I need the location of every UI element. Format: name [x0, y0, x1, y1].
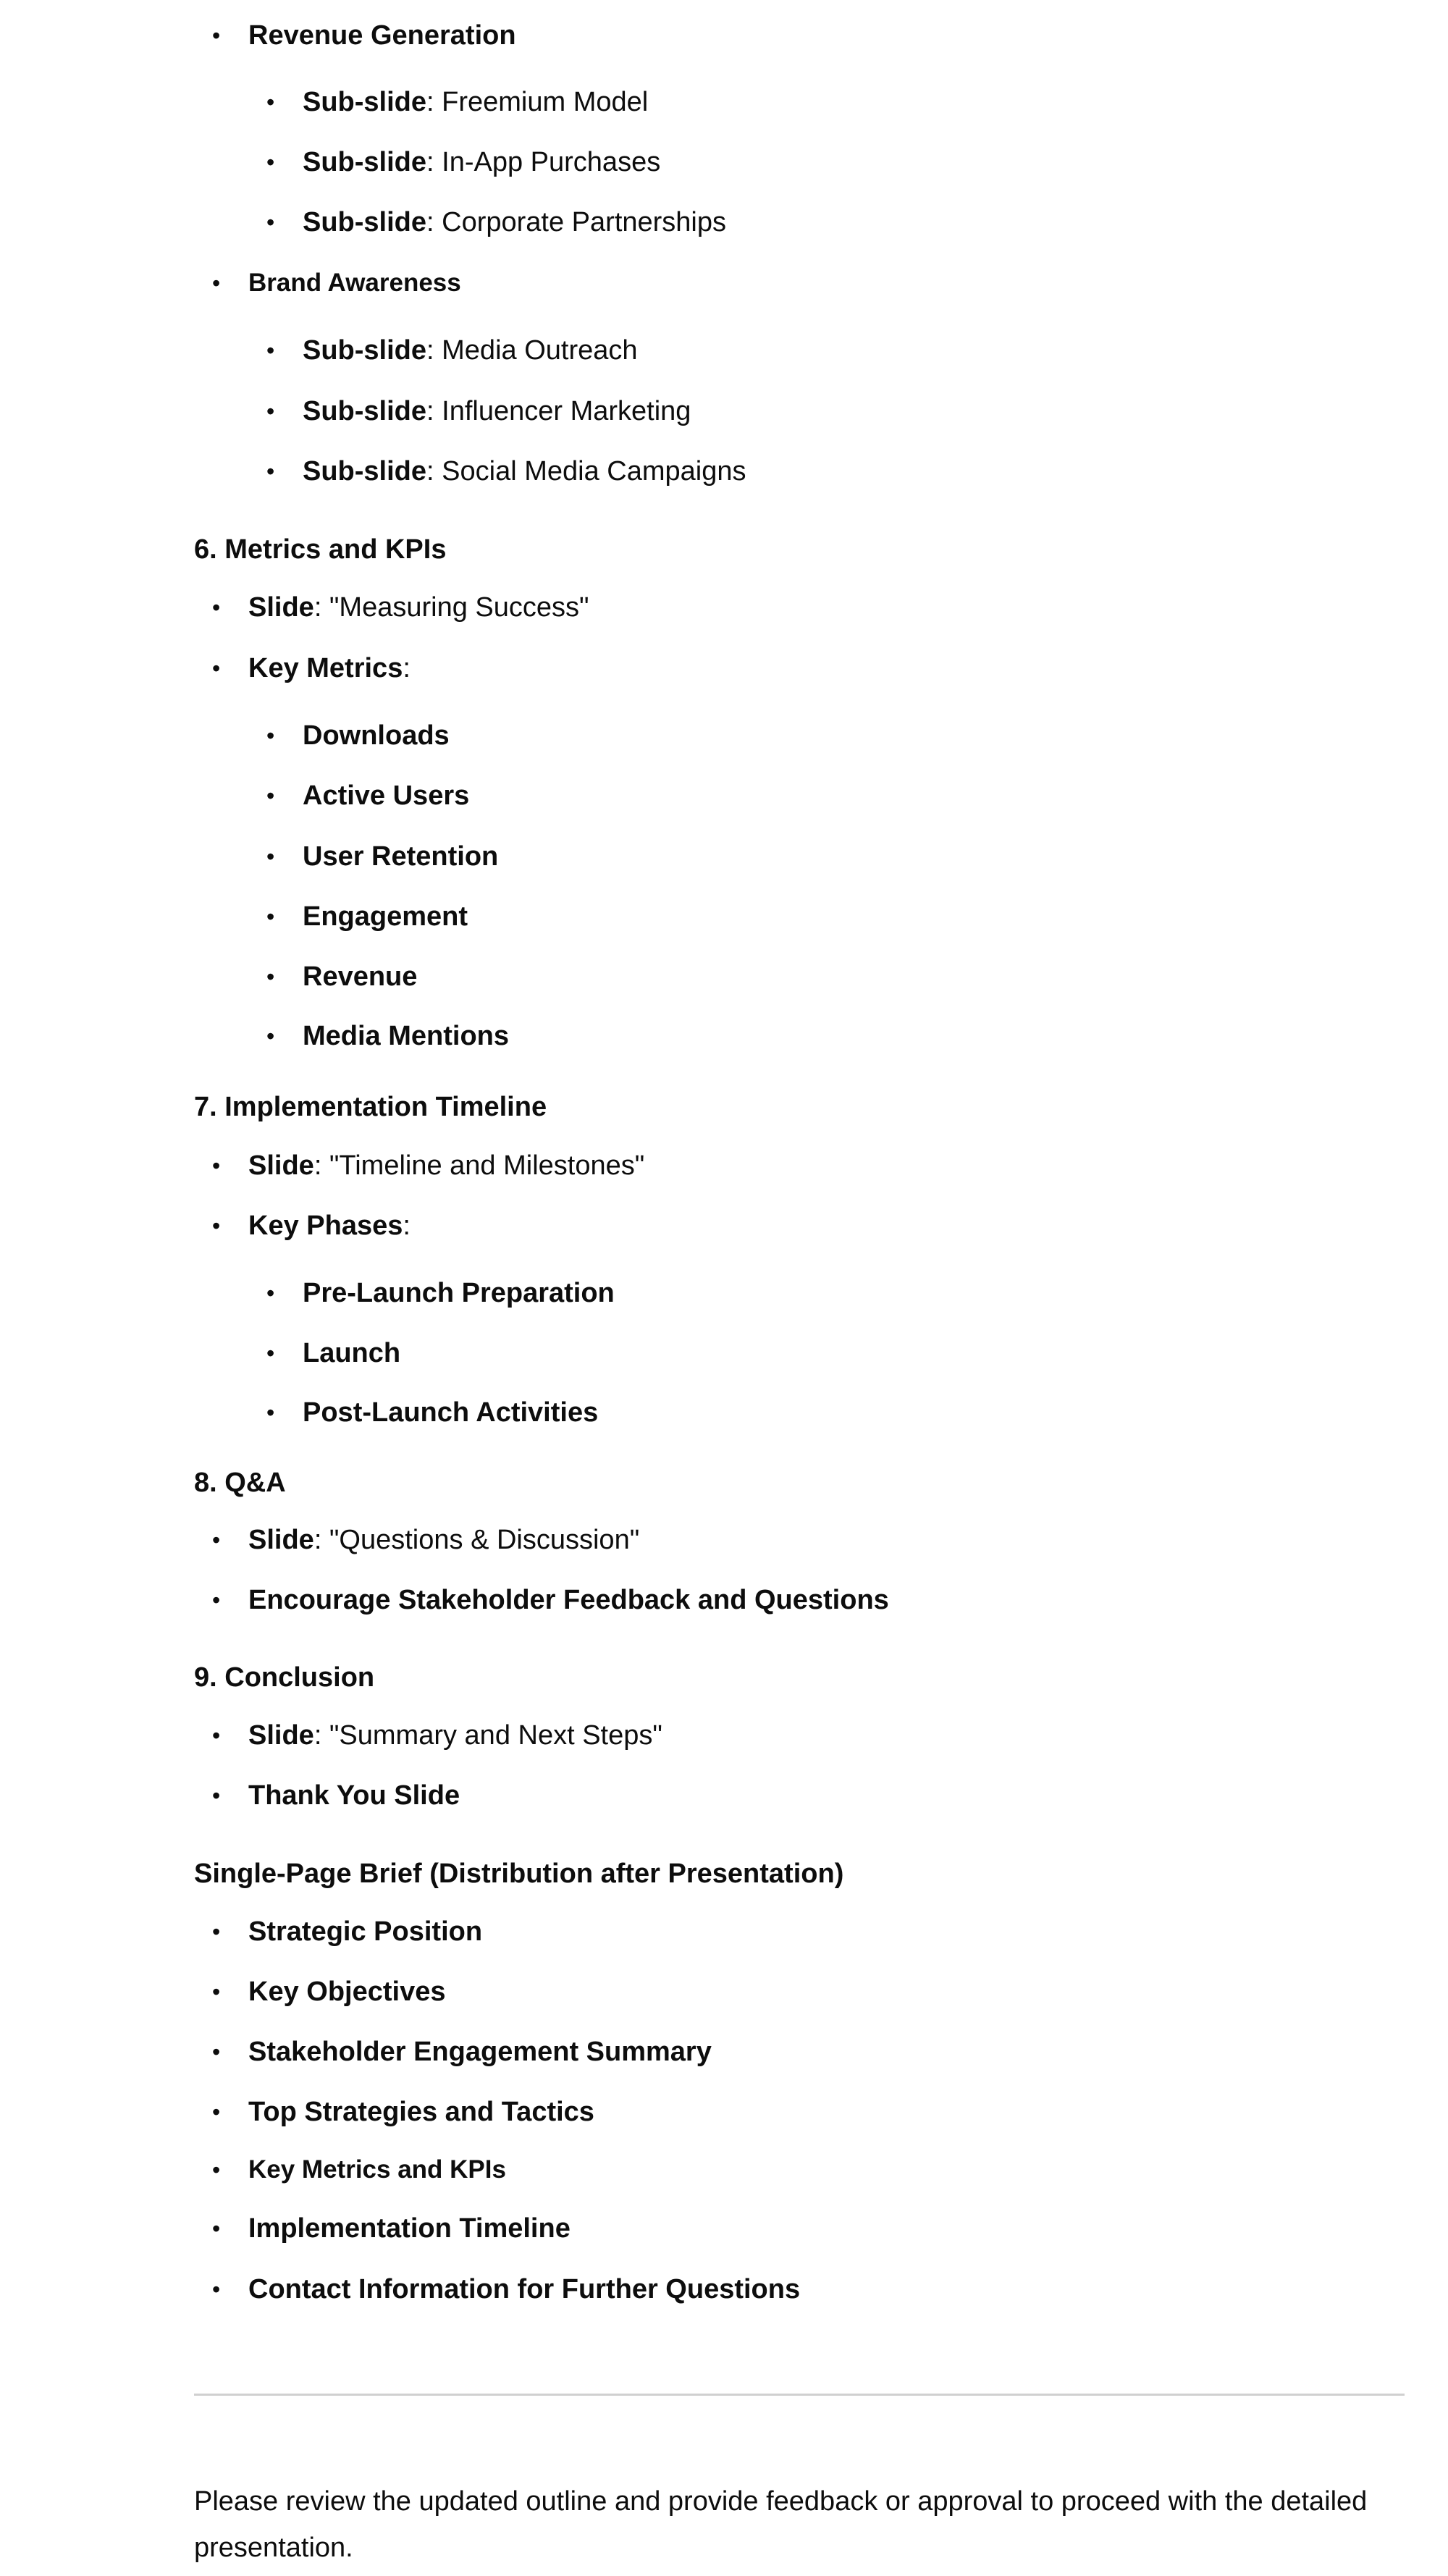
key-phases-item: • Key Phases:	[212, 1211, 411, 1241]
metric-item: • Engagement	[266, 901, 468, 932]
metric-item: • Revenue	[266, 961, 418, 992]
sub-slide-item: • Sub-slide: Influencer Marketing	[266, 396, 691, 426]
metric-item: • User Retention	[266, 841, 499, 872]
bullet: •	[212, 22, 221, 49]
list-item-revenue-generation	[194, 20, 1405, 51]
phase-item: • Post-Launch Activities	[266, 1397, 599, 1428]
brief-item: • Key Objectives	[212, 1977, 446, 2007]
list-item-brand-awareness: • Brand Awareness	[212, 269, 461, 297]
slide-item: • Slide: "Questions & Discussion"	[212, 1525, 640, 1555]
brief-item: • Top Strategies and Tactics	[212, 2097, 594, 2127]
sub-slide-item: • Sub-slide: Corporate Partnerships	[266, 207, 727, 237]
closing-paragraph: Please review the updated outline and provide feedback or approval to proceed with the detailed presentation.	[194, 2486, 1368, 2563]
brief-item: • Strategic Position	[212, 1916, 483, 1947]
slide-item: • Slide: "Timeline and Milestones"	[212, 1150, 645, 1181]
phase-item: • Launch	[266, 1338, 401, 1368]
section-heading-conclusion: 9. Conclusion	[194, 1662, 375, 1693]
item-title: Revenue Generation	[248, 20, 516, 51]
key-metrics-item: • Key Metrics:	[212, 653, 411, 683]
horizontal-divider	[194, 2394, 1405, 2396]
list-item: • Thank You Slide	[212, 1780, 460, 1811]
phase-item: • Pre-Launch Preparation	[266, 1278, 615, 1308]
metric-item: • Active Users	[266, 780, 470, 811]
sub-slide-item: • Sub-slide: Freemium Model	[266, 87, 649, 117]
sub-slide-item: • Sub-slide: Media Outreach	[266, 335, 638, 366]
section-heading-timeline: 7. Implementation Timeline	[194, 1092, 547, 1122]
sub-slide-item: • Sub-slide: Social Media Campaigns	[266, 456, 746, 487]
section-heading-brief: Single-Page Brief (Distribution after Presentation)	[194, 1859, 844, 1889]
brief-item: • Contact Information for Further Questions	[212, 2274, 801, 2304]
brief-item: • Implementation Timeline	[212, 2213, 571, 2244]
brief-item: • Stakeholder Engagement Summary	[212, 2037, 712, 2067]
metric-item: • Downloads	[266, 720, 450, 751]
brief-item: • Key Metrics and KPIs	[212, 2155, 506, 2184]
slide-item: • Slide: "Summary and Next Steps"	[212, 1720, 662, 1751]
section-heading-qa: 8. Q&A	[194, 1468, 286, 1498]
list-item: • Encourage Stakeholder Feedback and Questions	[212, 1585, 889, 1615]
section-heading-metrics: 6. Metrics and KPIs	[194, 534, 447, 565]
metric-item: • Media Mentions	[266, 1021, 510, 1051]
slide-item: • Slide: "Measuring Success"	[212, 592, 589, 623]
sub-slide-item: • Sub-slide: In-App Purchases	[266, 147, 661, 177]
item-title: Brand Awareness	[248, 269, 461, 297]
